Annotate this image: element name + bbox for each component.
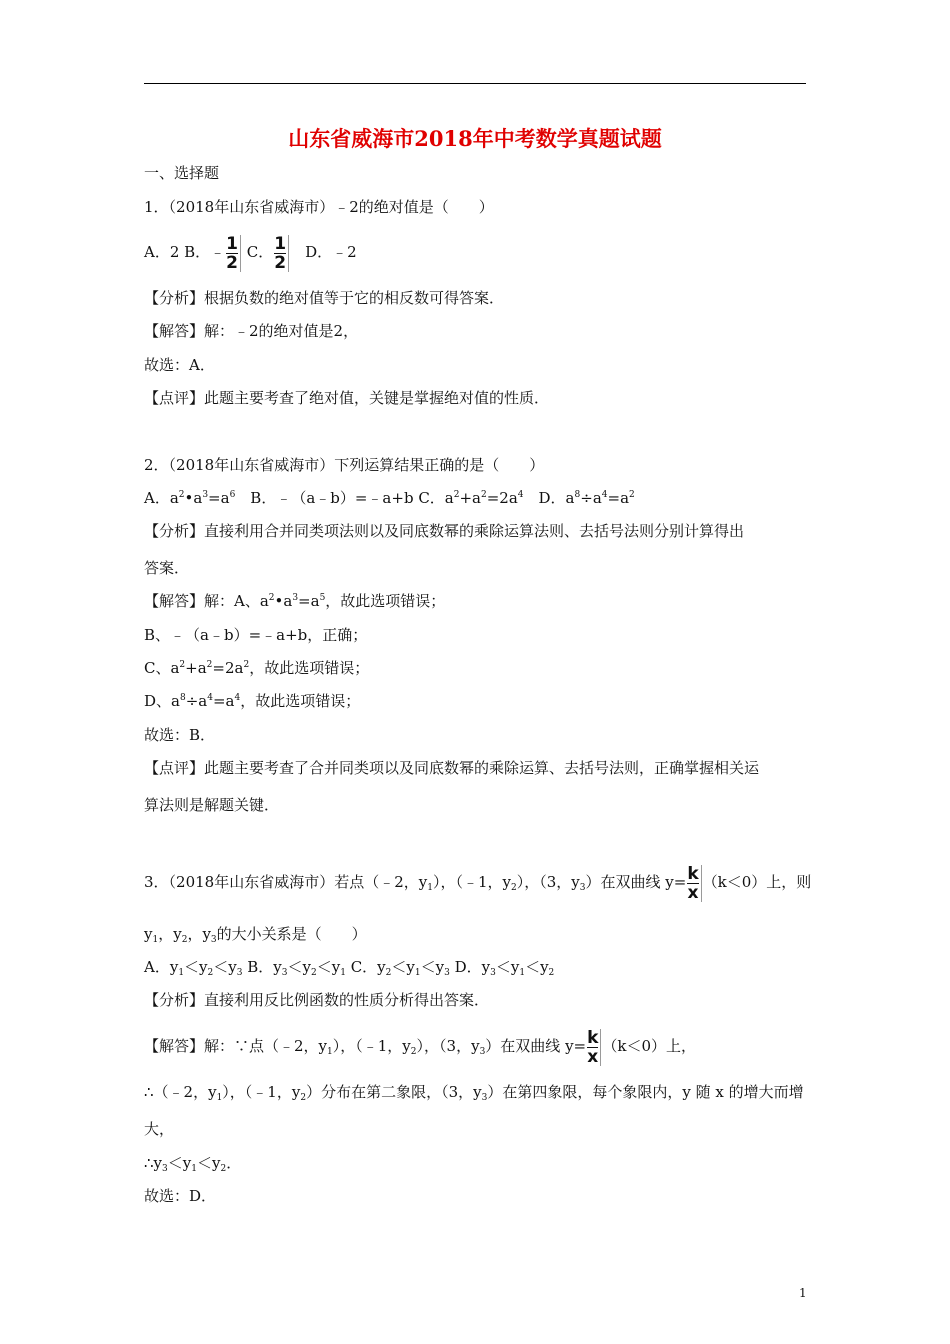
text-run: B．﹣（a﹣b）=﹣a+b C．a xyxy=(235,489,454,507)
q1-option-c: C． xyxy=(242,243,274,261)
text-run: ＜y xyxy=(495,958,520,976)
page-number: 1 xyxy=(799,1286,807,1300)
q3-choice: 故选：D． xyxy=(144,1187,217,1205)
q3-solution-fraction-k-over-x xyxy=(587,1029,601,1066)
subscript: 1 xyxy=(216,1093,223,1103)
text-run: ＜y xyxy=(391,958,415,976)
subscript: 2 xyxy=(385,968,392,978)
q3-solution-line1 xyxy=(144,1022,696,1070)
q1-option-ab: A．2 B．﹣ xyxy=(144,243,226,261)
q2-stem: 2．（2018年山东省威海市）下列运算结果正确的是（ ） xyxy=(144,456,545,474)
q2-solution-d xyxy=(144,691,360,711)
subscript: 1 xyxy=(414,968,421,978)
subscript: 3 xyxy=(490,968,496,978)
q3-solution-line2 xyxy=(144,1082,804,1102)
subscript: 2 xyxy=(220,1164,227,1174)
subscript: 3 xyxy=(479,1047,486,1057)
fraction-denominator: x xyxy=(587,1046,599,1067)
superscript: 2 xyxy=(206,660,213,670)
q2-solution-b: B、﹣（a﹣b）=﹣a+b，正确； xyxy=(144,626,368,644)
q2-analysis-line2: 答案． xyxy=(144,559,190,577)
text-run: ），（3，y xyxy=(416,1037,480,1055)
text-run: ∴y xyxy=(144,1154,163,1172)
q3-stem-line1 xyxy=(144,858,811,906)
text-run: D．y xyxy=(449,958,491,976)
text-run: 【解答】解：A、a xyxy=(144,592,269,610)
q3-solution-line4 xyxy=(144,1153,241,1173)
text-run: ＜y xyxy=(213,958,237,976)
subscript: 1 xyxy=(152,935,159,945)
text-run: ＜y xyxy=(316,958,341,976)
q1-stem: 1．（2018年山东省威海市）﹣2的绝对值是（ ） xyxy=(144,198,494,216)
superscript: 2 xyxy=(629,490,635,500)
text-run: C．y xyxy=(345,958,386,976)
text-run: ，y xyxy=(187,925,211,943)
fraction-numerator: k xyxy=(587,1027,599,1048)
superscript: 8 xyxy=(574,490,581,500)
text-run: =a xyxy=(607,489,630,507)
text-run: ÷a xyxy=(580,489,602,507)
q3-analysis: 【分析】直接利用反比例函数的性质分析得出答案． xyxy=(144,991,490,1009)
text-run: ），（3，y xyxy=(516,873,580,891)
superscript: 4 xyxy=(234,693,241,703)
text-run: ＜y xyxy=(167,1154,192,1172)
q1-solution: 【解答】解：﹣2的绝对值是2， xyxy=(144,322,359,340)
subscript: 2 xyxy=(300,1093,307,1103)
superscript: 2 xyxy=(481,490,487,500)
text-run: +a xyxy=(185,659,207,677)
superscript: 2 xyxy=(453,490,460,500)
section-heading: 一、选择题 xyxy=(144,164,220,182)
text-run: ，故此选项错误； xyxy=(325,592,446,610)
subscript: 3 xyxy=(579,883,586,893)
q1-options xyxy=(144,230,357,274)
subscript: 1 xyxy=(178,968,185,978)
fraction-denominator: 2 xyxy=(226,252,239,273)
fraction-denominator: x xyxy=(687,882,699,903)
fraction-numerator: 1 xyxy=(274,233,287,254)
q1-option-d: D．﹣2 xyxy=(290,243,357,261)
text-run: ），（﹣1，y xyxy=(332,1037,411,1055)
subscript: 1 xyxy=(327,1047,333,1057)
q3-solution-line3: 大， xyxy=(144,1120,175,1138)
subscript: 2 xyxy=(207,968,214,978)
text-run: B．y xyxy=(242,958,282,976)
text-run: A．y xyxy=(144,958,179,976)
superscript: 8 xyxy=(179,693,186,703)
q1-comment: 【点评】此题主要考查了绝对值，关键是掌握绝对值的性质． xyxy=(144,389,550,407)
fraction-numerator: 1 xyxy=(226,233,239,254)
superscript: 4 xyxy=(601,490,608,500)
q2-comment-line1: 【点评】此题主要考查了合并同类项以及同底数幂的乘除运算、去括号法则，正确掌握相关运 xyxy=(144,759,760,777)
q3-stem-line2 xyxy=(144,924,367,944)
text-run: ． xyxy=(226,1154,242,1172)
text-run: =2a xyxy=(212,659,244,677)
text-run: •a xyxy=(184,489,203,507)
text-run: 3．（2018年山东省威海市）若点（﹣2，y xyxy=(144,873,428,891)
q1-fraction-b xyxy=(226,235,241,272)
q2-solution-c xyxy=(144,658,369,678)
subscript: 1 xyxy=(519,968,526,978)
text-run: ＜y xyxy=(420,958,445,976)
text-run: ÷a xyxy=(185,692,208,710)
superscript: 3 xyxy=(292,593,299,603)
subscript: 3 xyxy=(236,968,243,978)
subscript: 2 xyxy=(410,1047,417,1057)
subscript: 3 xyxy=(444,968,450,978)
superscript: 2 xyxy=(178,490,185,500)
text-run: =a xyxy=(208,489,230,507)
text-run: D、a xyxy=(144,692,180,710)
subscript: 3 xyxy=(162,1164,168,1174)
text-run: ∴（﹣2，y xyxy=(144,1083,217,1101)
subscript: 1 xyxy=(427,883,433,893)
text-run: •a xyxy=(274,592,293,610)
superscript: 2 xyxy=(179,660,186,670)
q1-analysis: 【分析】根据负数的绝对值等于它的相反数可得答案． xyxy=(144,289,505,307)
superscript: 2 xyxy=(268,593,275,603)
q2-options xyxy=(144,488,635,508)
text-run: ，故此选项错误； xyxy=(240,692,361,710)
fraction-numerator: k xyxy=(687,863,699,884)
q2-choice: 故选：B． xyxy=(144,726,216,744)
q2-solution-a xyxy=(144,591,445,611)
subscript: 1 xyxy=(340,968,346,978)
subscript: 2 xyxy=(181,935,188,945)
superscript: 2 xyxy=(243,660,250,670)
text-run: ＜y xyxy=(184,958,208,976)
text-run: ）在双曲线 y= xyxy=(585,873,687,891)
text-run: ，故此选项错误； xyxy=(249,659,370,677)
page-title: 山东省威海市2018年中考数学真题试题 xyxy=(288,126,662,151)
subscript: 1 xyxy=(191,1164,197,1174)
text-run: ），（﹣1，y xyxy=(222,1083,301,1101)
header-rule xyxy=(144,83,806,84)
subscript: 2 xyxy=(511,883,517,893)
q2-comment-line2: 算法则是解题关键． xyxy=(144,796,280,814)
superscript: 3 xyxy=(202,490,209,500)
text-run: =2a xyxy=(486,489,518,507)
text-run: ＜y xyxy=(196,1154,221,1172)
text-run: 【解答】解：∵点（﹣2，y xyxy=(144,1037,328,1055)
subscript: 2 xyxy=(310,968,317,978)
text-run: ）分布在第二象限，（3，y xyxy=(306,1083,482,1101)
text-run: ＜y xyxy=(525,958,549,976)
q3-fraction-k-over-x xyxy=(687,865,701,902)
text-run: ）在第四象限，每个象限内，y 随 x 的增大而增 xyxy=(487,1083,804,1101)
q3-options xyxy=(144,957,554,977)
subscript: 3 xyxy=(210,935,217,945)
subscript: 3 xyxy=(281,968,288,978)
text-run: ），（﹣1，y xyxy=(432,873,512,891)
text-run: y xyxy=(144,925,153,943)
subscript: 2 xyxy=(548,968,555,978)
q1-fraction-c xyxy=(274,235,289,272)
text-run: =a xyxy=(212,692,235,710)
text-run: A．a xyxy=(144,489,179,507)
superscript: 6 xyxy=(229,490,236,500)
text-run: C、a xyxy=(144,659,180,677)
text-run: ，y xyxy=(158,925,182,943)
superscript: 4 xyxy=(517,490,524,500)
text-run: D．a xyxy=(523,489,575,507)
superscript: 5 xyxy=(319,593,326,603)
subscript: 3 xyxy=(481,1093,488,1103)
text-run: ）在双曲线 y= xyxy=(485,1037,587,1055)
q1-choice: 故选：A． xyxy=(144,356,215,374)
superscript: 4 xyxy=(207,693,213,703)
fraction-denominator: 2 xyxy=(274,252,287,273)
text-run: ＜y xyxy=(287,958,311,976)
text-run: 的大小关系是（ ） xyxy=(216,925,367,943)
text-run: +a xyxy=(459,489,481,507)
text-run: （k＜0）上， xyxy=(602,1037,697,1055)
text-run: （k＜0）上，则 xyxy=(702,873,812,891)
q2-analysis-line1: 【分析】直接利用合并同类项法则以及同底数幂的乘除运算法则、去括号法则分别计算得出 xyxy=(144,522,745,540)
text-run: =a xyxy=(298,592,320,610)
